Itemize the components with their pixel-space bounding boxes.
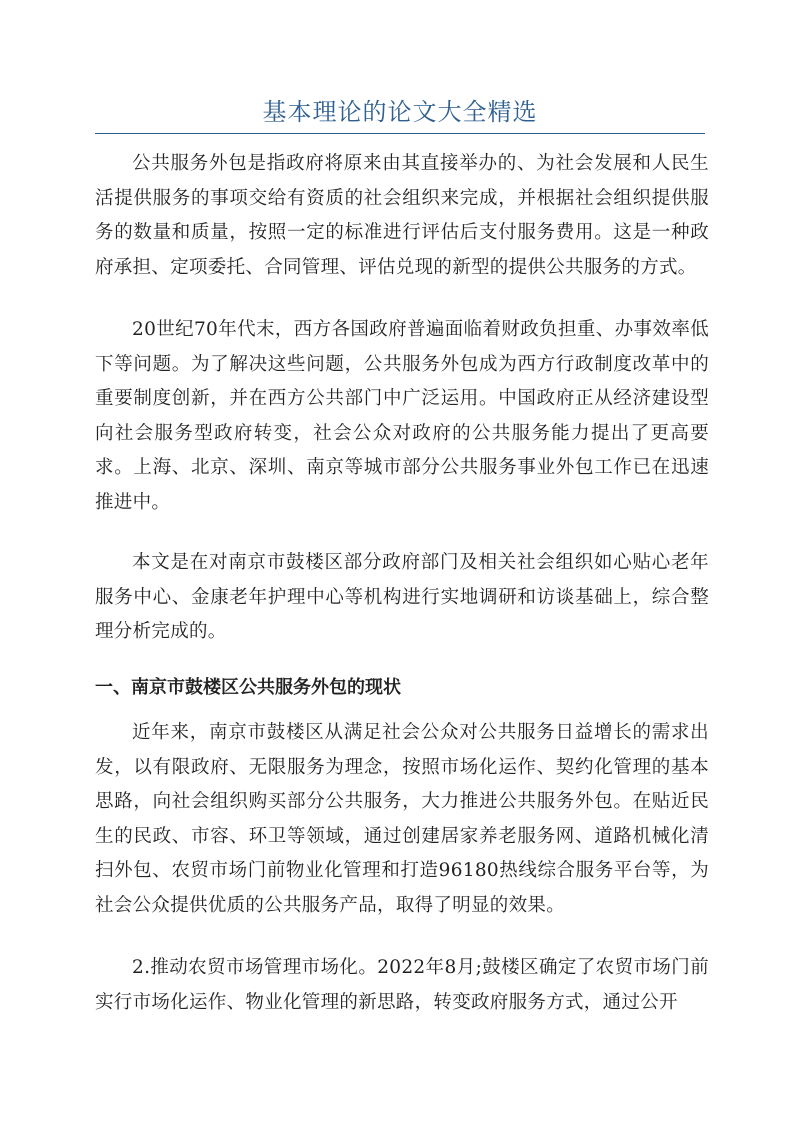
section-heading-status: 一、南京市鼓楼区公共服务外包的现状: [95, 677, 401, 698]
paragraph-definition: 公共服务外包是指政府将原来由其直接举办的、为社会发展和人民生活提供服务的事项交给有资质的社会组织来完成，并根据社会组织提供服务的数量和质量，按照一定的标准进行评估后支付服务费用。这是一种政府承担、定项委托、合同管理、评估兑现的新型的提供公共服务的方式。: [95, 153, 709, 278]
title-divider: [95, 133, 705, 134]
page-title: 基本理论的论文大全精选: [262, 98, 538, 126]
paragraph-method: 本文是在对南京市鼓楼区部分政府部门及相关社会组织如心贴心老年服务中心、金康老年护理中心等机构进行实地调研和访谈基础上，综合整理分析完成的。: [95, 552, 709, 642]
paragraph-status: 近年来，南京市鼓楼区从满足社会公众对公共服务日益增长的需求出发，以有限政府、无限服务为理念，按照市场化运作、契约化管理的基本思路，向社会组织购买部分公共服务，大力推进公共服务外包。在贴近民生的民政、市容、环卫等领域，通过创建居家养老服务网、道路机械化清扫外包、农贸市场门前物业化管理和打造96180热线综合服务平台等，为社会公众提供优质的公共服务产品，取得了明显的效果。: [95, 722, 709, 916]
paragraph-background: 20世纪70年代末，西方各国政府普遍面临着财政负担重、办事效率低下等问题。为了解决这些问题，公共服务外包成为西方行政制度改革中的重要制度创新，并在西方公共部门中广泛运用。中国政府正从经济建设型向社会服务型政府转变，社会公众对政府的公共服务能力提出了更高要求。上海、北京、深圳、南京等城市部分公共服务事业外包工作已在迅速推进中。: [95, 319, 709, 513]
paragraph-market-management: 2.推动农贸市场管理市场化。2022年8月;鼓楼区确定了农贸市场门前实行市场化运作、物业化管理的新思路，转变政府服务方式，通过公开: [95, 957, 709, 1013]
